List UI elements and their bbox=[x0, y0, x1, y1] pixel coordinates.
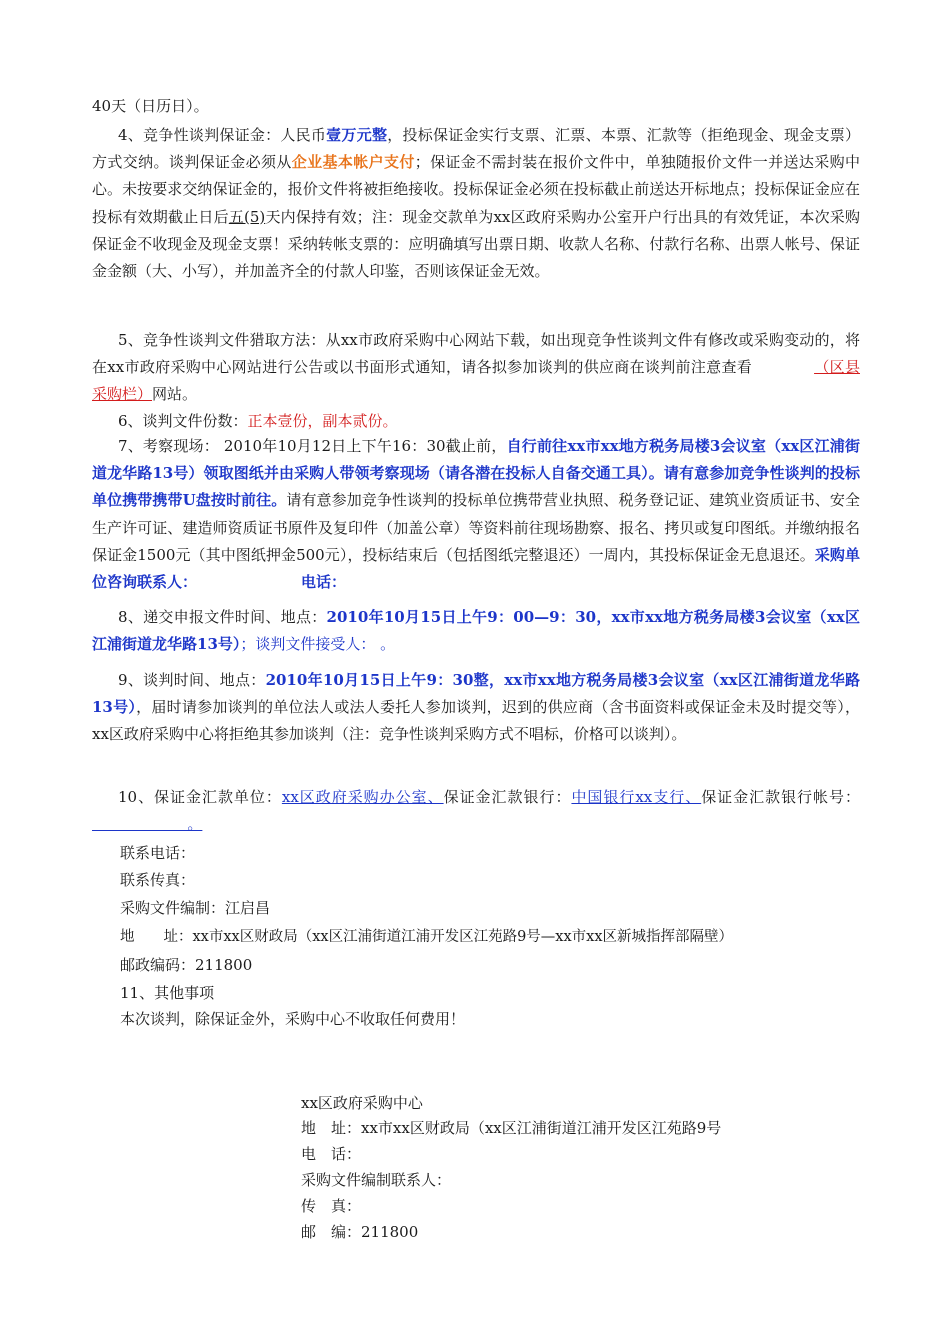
text: 地 址：xx市xx区财政局（xx区江浦街道江浦开发区江苑路9号—xx市xx区新城指挥部隔壁） bbox=[120, 929, 733, 945]
paragraph-6-copies bbox=[92, 408, 860, 435]
other-matters-title bbox=[120, 980, 214, 1006]
text: 4、竞争性谈判保证金：人民币 bbox=[118, 126, 327, 144]
text: 8、递交申报文件时间、地点： bbox=[118, 608, 327, 626]
text: 9、谈判时间、地点： bbox=[118, 671, 266, 689]
document-editor bbox=[120, 895, 270, 921]
footer-editor-contact bbox=[301, 1167, 451, 1193]
text: 采购文件编制：江启昌 bbox=[120, 899, 271, 917]
contact-phone bbox=[120, 840, 195, 866]
contact-person-label: 采购单位咨询联系人： bbox=[92, 545, 860, 592]
negotiation-time-place: 2010年10月15日上午9：30整，xx市xx地方税务局楼3会议室（xx区江浦街道龙华路13号） bbox=[92, 671, 861, 717]
text: ，投标保证金实行支票、汇票、本票、汇款等（拒绝现金、现金支票）方式交纳。谈判保证金必须从 bbox=[92, 126, 860, 172]
phone-label: 电话： bbox=[301, 573, 347, 592]
paragraph-5-document-retrieval bbox=[92, 327, 860, 409]
text: ；保证金不需封装在报价文件中，单独随报价文件一并送达采购中心。未按要求交纳保证金的，报价文件将被拒绝接收。投标保证金必须在投标截止前送达开标地点；投标保证金应在投标有效期截止日后 bbox=[92, 153, 860, 226]
footer-organization bbox=[301, 1090, 423, 1116]
validity-days: 五(5) bbox=[228, 207, 266, 226]
text: 联系传真： bbox=[120, 871, 196, 889]
bond-amount: 壹万元整 bbox=[326, 126, 388, 144]
payee-unit-link[interactable]: xx区政府采购办公室、 bbox=[281, 788, 444, 806]
footer-postcode bbox=[301, 1219, 418, 1245]
text: 保证金汇款银行帐号： bbox=[701, 788, 860, 806]
text: 天内保持有效；注：现金交款单为xx区政府采购办公室开户行出具的有效凭证，本次采购保证金不收现金及现金支票！采纳转帐支票的：应明确填写出票日期、收款人名称、付款行名称、出票人帐号、保证金金额（大、小写），并加盖齐全的付款人印鉴，否则该保证金无效。 bbox=[92, 207, 860, 281]
paragraph-8-submission bbox=[92, 604, 860, 658]
text: 地 址：xx市xx区财政局（xx区江浦街道江浦开发区江苑路9号 bbox=[301, 1119, 722, 1137]
site-visit-instructions: 自行前往xx市xx地方税务局楼3会议室（xx区江浦街道龙华路13号）领取图纸并由采购人带领考察现场（请各潜在投标人自备交通工具）。请有意参加竞争性谈判的投标单位携带携带U盘按时前往。 bbox=[92, 437, 860, 510]
payment-account-requirement: 企业基本帐户支付 bbox=[291, 153, 415, 172]
bank-link[interactable]: 中国银行xx支行、 bbox=[571, 788, 702, 806]
text: 5、竞争性谈判文件猎取方法：从xx市政府采购中心网站下载，如出现竞争性谈判文件有修改或采购变动的，将在xx市政府采购中心网站进行公告或以书面形式通知，请各拟参加谈判的供应商在谈判前注意查看 bbox=[92, 331, 860, 377]
paragraph-10-remittance bbox=[92, 784, 860, 838]
text: 11、其他事项 bbox=[120, 984, 215, 1002]
text: ，届时请参加谈判的单位法人或法人委托人参加谈判，迟到的供应商（含书面资料或保证金未及时提交等），xx区政府采购中心将拒绝其参加谈判（注：竞争性谈判采购方式不唱标，价格可以谈判）。 bbox=[92, 698, 860, 744]
text: 40天（日历日）。 bbox=[92, 97, 209, 115]
receiver-label: ；谈判文件接受人： 。 bbox=[240, 635, 396, 654]
contact-address bbox=[120, 924, 733, 950]
text: 请有意参加竞争性谈判的投标单位携带营业执照、税务登记证、建筑业资质证书、安全生产许可证、建造师资质证书原件及复印件（加盖公章）等资料前往现场勘察、报名、拷贝或复印图纸。并缴纳报名保证金1500元（其中图纸押金500元），投标结束后（包括图纸完整退还）一周内，其投标保证金无息退还。 bbox=[92, 491, 860, 564]
text: 6、谈判文件份数： bbox=[118, 412, 248, 430]
contact-postcode bbox=[120, 952, 252, 978]
text: xx区政府采购中心 bbox=[301, 1094, 423, 1112]
text: 网站。 bbox=[152, 385, 198, 404]
contact-fax bbox=[120, 867, 195, 893]
account-number-blank[interactable]: 。 bbox=[92, 815, 203, 834]
text: 本次谈判，除保证金外，采购中心不收取任何费用！ bbox=[120, 1010, 466, 1028]
text: 邮政编码：211800 bbox=[120, 956, 253, 974]
footer-fax bbox=[301, 1193, 361, 1219]
copies-count: 正本壹份，副本贰份。 bbox=[247, 412, 398, 430]
text: 电 话： bbox=[301, 1145, 362, 1163]
text: 7、考察现场： 2010年10月12日上下午16：30截止前， bbox=[118, 437, 507, 455]
paragraph-3-tail bbox=[92, 93, 860, 120]
county-procurement-column-link[interactable]: （区县采购栏） bbox=[92, 358, 860, 404]
text: 联系电话： bbox=[120, 844, 196, 862]
text: 邮 编：211800 bbox=[301, 1223, 419, 1241]
paragraph-7-site-visit bbox=[92, 433, 860, 596]
footer-address bbox=[301, 1115, 721, 1141]
text: 10、保证金汇款单位： bbox=[118, 788, 282, 806]
footer-phone bbox=[301, 1141, 361, 1167]
paragraph-9-negotiation bbox=[92, 667, 860, 749]
submission-time-place: 2010年10月15日上午9：00—9：30，xx市xx地方税务局楼3会议室（xx区江浦街道龙华路13号） bbox=[92, 608, 860, 654]
paragraph-4-bid-bond bbox=[92, 122, 860, 285]
text: 传 真： bbox=[301, 1197, 362, 1215]
other-matters-text bbox=[120, 1006, 465, 1032]
text: 保证金汇款银行： bbox=[443, 788, 572, 806]
text: 采购文件编制联系人： bbox=[301, 1171, 452, 1189]
